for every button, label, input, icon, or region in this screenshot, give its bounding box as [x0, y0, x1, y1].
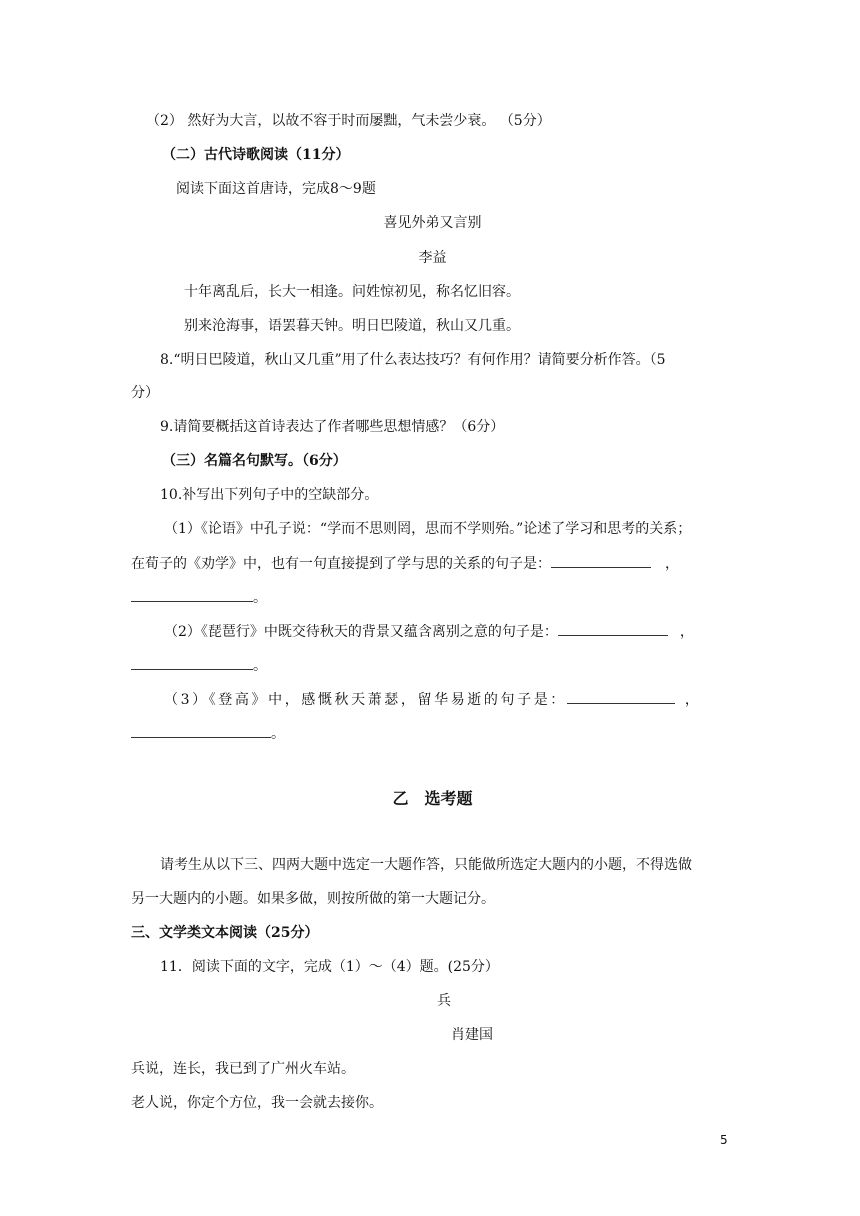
poem-title: 喜见外弟又言别: [383, 215, 482, 231]
intro-line-1: 请考生从以下三、四两大题中选定一大题作答，只能做所选定大题内的小题，不得选做: [160, 857, 692, 873]
comma: ，: [679, 624, 694, 640]
literature-section-heading: 三、文学类文本阅读（25分）: [131, 925, 319, 941]
story-author: 肖建国: [451, 1027, 493, 1043]
period: 。: [253, 658, 267, 674]
question-10-3-line-1: [164, 689, 702, 710]
question-11: 11．阅读下面的文字，完成（1）～（4）题。(25分）: [160, 959, 499, 975]
period: 。: [271, 726, 285, 742]
question-10-3-line-2: [131, 723, 285, 744]
answer-blank[interactable]: [131, 655, 253, 670]
story-paragraph-2: 老人说，你定个方位，我一会就去接你。: [131, 1095, 383, 1111]
question-8-line-2: 分）: [131, 385, 159, 401]
question-10-1-line-3: [131, 587, 267, 608]
question-10-2-prompt: （2）《琵琶行》中既交待秋天的背景又蕴含离别之意的句子是：: [164, 624, 558, 640]
question-10: 10.补写出下列句子中的空缺部分。: [160, 487, 379, 503]
poem-author: 李益: [418, 250, 447, 266]
section-3-heading: （三）名篇名句默写。（6分）: [162, 453, 347, 469]
poem-line-2: 别来沧海事，语罢暮天钟。明日巴陵道，秋山又几重。: [184, 318, 520, 334]
story-title: 兵: [437, 993, 451, 1009]
question-9: 9.请简要概括这首诗表达了作者哪些思想情感？（6分）: [160, 419, 505, 435]
question-2-line: （2） 然好为大言，以故不容于时而屡黜，气未尝少衰。 （5分）: [146, 113, 551, 129]
question-10-1-prompt: 在荀子的《劝学》中，也有一句直接提到了学与思的关系的句子是：: [131, 556, 551, 572]
question-10-1-line-1: （1）《论语》中孔子说：“学而不思则罔，思而不学则殆。”论述了学习和思考的关系；: [164, 521, 692, 537]
intro-line-2: 另一大题内的小题。如果多做，则按所做的第一大题记分。: [131, 891, 495, 907]
question-10-2-line-1: [164, 621, 694, 642]
period: 。: [253, 590, 267, 606]
part-b-title: 乙 选考题: [392, 789, 473, 808]
comma: ，: [684, 692, 702, 708]
answer-blank[interactable]: [551, 553, 651, 568]
answer-blank[interactable]: [567, 689, 675, 704]
answer-blank[interactable]: [558, 621, 668, 636]
question-10-3-prompt: （3）《登高》中，感慨秋天萧瑟，留华易逝的句子是：: [164, 692, 567, 708]
poem-line-1: 十年离乱后，长大一相逢。问姓惊初见，称名忆旧容。: [184, 284, 520, 300]
answer-blank[interactable]: [131, 587, 253, 602]
comma: ，: [665, 556, 679, 572]
story-paragraph-1: 兵说，连长，我已到了广州火车站。: [131, 1061, 355, 1077]
question-10-1-line-2: [131, 553, 679, 574]
question-8-line-1: 8.“明日巴陵道，秋山又几重”用了什么表达技巧？有何作用？请简要分析作答。（5: [160, 352, 666, 368]
section-2-instruction: 阅读下面这首唐诗，完成8～9题: [176, 181, 376, 197]
answer-blank[interactable]: [131, 723, 271, 738]
section-2-heading: （二）古代诗歌阅读（11分）: [162, 147, 350, 163]
question-10-2-line-2: [131, 655, 267, 676]
page-number: 5: [720, 1133, 728, 1147]
